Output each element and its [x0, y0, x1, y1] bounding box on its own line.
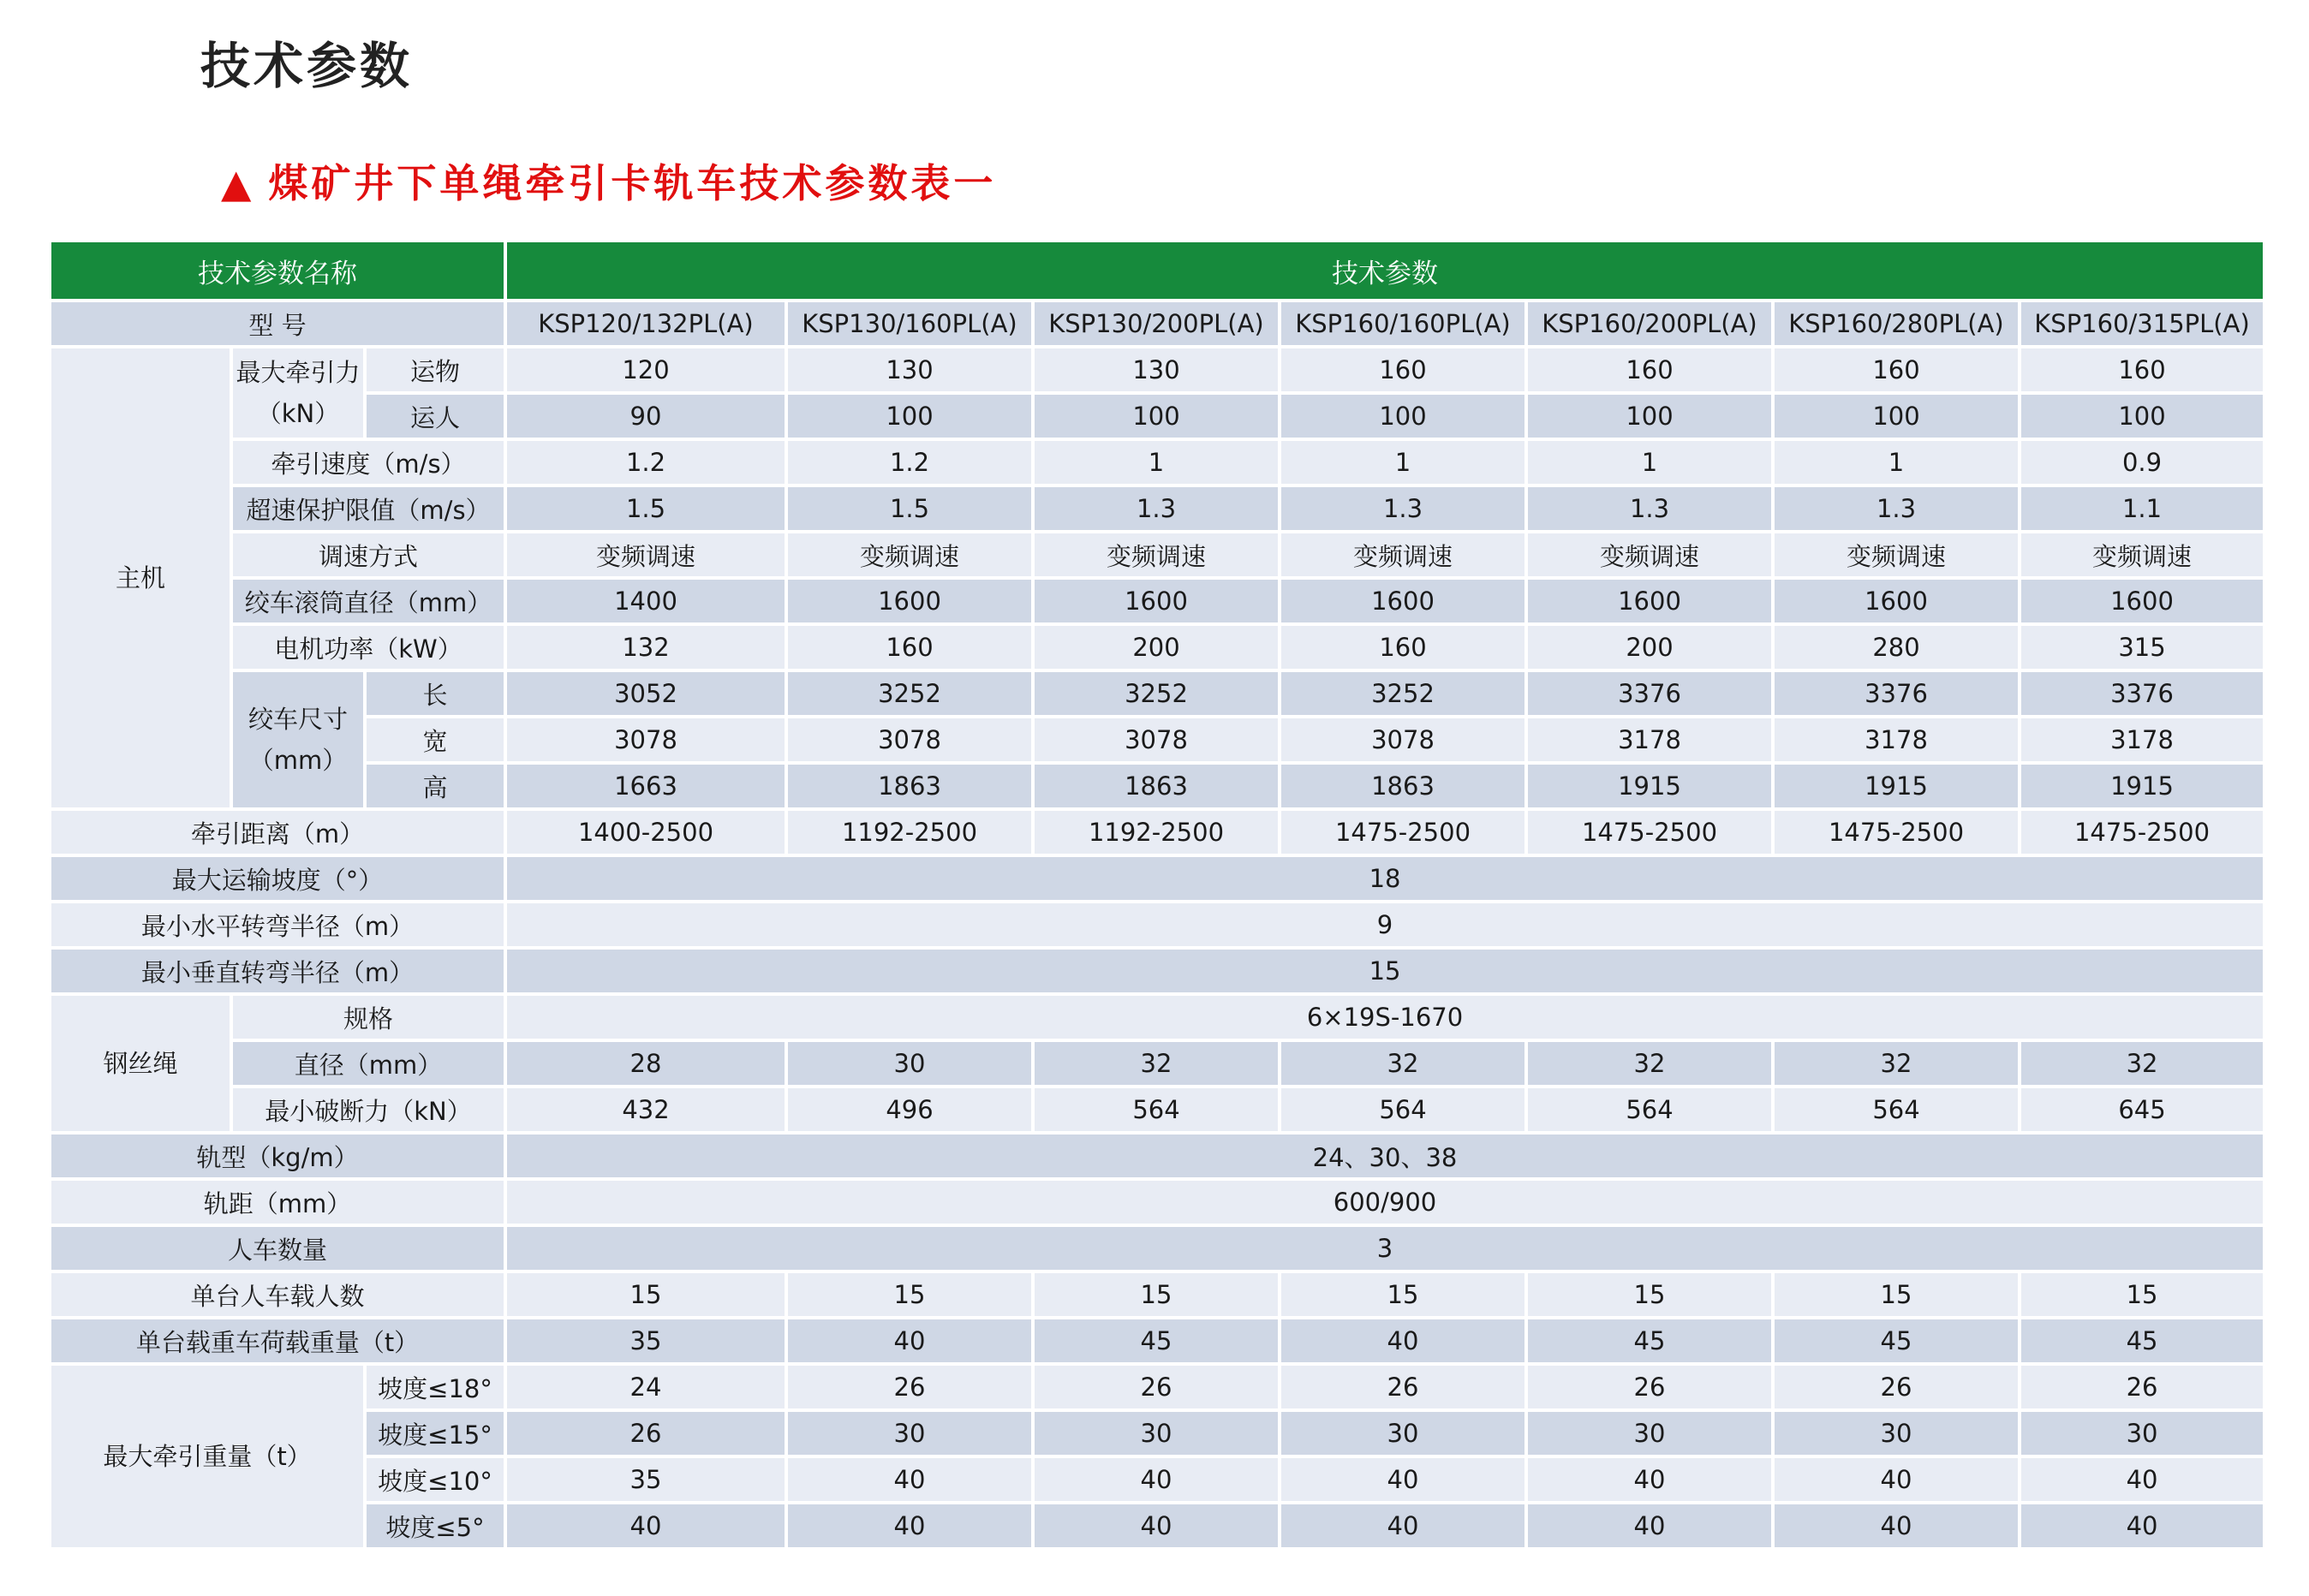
- slope5-value: 40: [1281, 1504, 1528, 1551]
- traction-speed-value: 1: [1281, 441, 1528, 487]
- drum-diameter-label: 绞车滚筒直径（mm）: [233, 580, 507, 626]
- spec-table: [51, 242, 2266, 1551]
- model-row: [51, 302, 2266, 348]
- length-value: 3252: [788, 672, 1035, 718]
- speed-mode-value: 变频调速: [507, 533, 788, 580]
- load-per-car-value: 40: [788, 1319, 1035, 1366]
- goods-value: 130: [788, 348, 1035, 395]
- drum-diameter-value: 1600: [1281, 580, 1528, 626]
- slope15-row: [51, 1412, 2266, 1458]
- motor-power-value: 160: [1281, 626, 1528, 672]
- traction-speed-value: 1: [1528, 441, 1775, 487]
- speed-mode-value: 变频调速: [1775, 533, 2021, 580]
- diameter-value: 32: [1528, 1042, 1775, 1088]
- persons-per-car-value: 15: [1528, 1273, 1775, 1319]
- model-label: 型 号: [51, 302, 507, 348]
- traction-speed-value: 0.9: [2021, 441, 2266, 487]
- drum-diameter-value: 1600: [1775, 580, 2021, 626]
- gauge-row: [51, 1181, 2266, 1227]
- people-value: 100: [788, 395, 1035, 441]
- width-value: 3078: [507, 718, 788, 765]
- goods-label: 运物: [367, 348, 507, 395]
- min-break-value: 564: [1528, 1088, 1775, 1134]
- table-header-row: [51, 242, 2266, 302]
- height-value: 1663: [507, 765, 788, 811]
- drum-diameter-row: [51, 580, 2266, 626]
- goods-value: 160: [1528, 348, 1775, 395]
- traction-distance-value: 1475-2500: [2021, 811, 2266, 857]
- load-per-car-value: 45: [2021, 1319, 2266, 1366]
- persons-per-car-value: 15: [1281, 1273, 1528, 1319]
- model-name: KSP160/200PL(A): [1528, 302, 1775, 348]
- motor-power-value: 132: [507, 626, 788, 672]
- speed-mode-value: 变频调速: [1281, 533, 1528, 580]
- traction-speed-value: 1: [1035, 441, 1281, 487]
- traction-distance-value: 1475-2500: [1528, 811, 1775, 857]
- load-per-car-value: 40: [1281, 1319, 1528, 1366]
- width-value: 3178: [1775, 718, 2021, 765]
- people-value: 100: [1035, 395, 1281, 441]
- overspeed-value: 1.3: [1035, 487, 1281, 533]
- diameter-value: 30: [788, 1042, 1035, 1088]
- traction-speed-label: 牵引速度（m/s）: [233, 441, 507, 487]
- slope18-label: 坡度≤18°: [367, 1366, 507, 1412]
- length-label: 长: [367, 672, 507, 718]
- width-value: 3178: [1528, 718, 1775, 765]
- traction-distance-value: 1475-2500: [1775, 811, 2021, 857]
- speed-mode-value: 变频调速: [788, 533, 1035, 580]
- min-h-radius-row: [51, 903, 2266, 950]
- slope15-value: 30: [1281, 1412, 1528, 1458]
- triangle-marker: ▲: [221, 160, 255, 206]
- min-break-value: 564: [1281, 1088, 1528, 1134]
- slope5-value: 40: [507, 1504, 788, 1551]
- header-param-name: 技术参数名称: [51, 242, 507, 302]
- slope18-value: 24: [507, 1366, 788, 1412]
- max-slope-value: 18: [507, 857, 2266, 903]
- traction-speed-value: 1.2: [788, 441, 1035, 487]
- motor-power-row: [51, 626, 2266, 672]
- min-break-value: 432: [507, 1088, 788, 1134]
- slope10-value: 40: [788, 1458, 1035, 1504]
- traction-speed-value: 1: [1775, 441, 2021, 487]
- gauge-value: 600/900: [507, 1181, 2266, 1227]
- people-label: 运人: [367, 395, 507, 441]
- slope15-value: 30: [788, 1412, 1035, 1458]
- overspeed-label: 超速保护限值（m/s）: [233, 487, 507, 533]
- persons-per-car-value: 15: [1775, 1273, 2021, 1319]
- header-params: 技术参数: [507, 242, 2266, 302]
- slope18-row: [51, 1366, 2266, 1412]
- load-per-car-row: [51, 1319, 2266, 1366]
- car-count-value: 3: [507, 1227, 2266, 1273]
- slope15-label: 坡度≤15°: [367, 1412, 507, 1458]
- goods-value: 160: [1281, 348, 1528, 395]
- slope10-value: 35: [507, 1458, 788, 1504]
- subtitle-text: 煤矿井下单绳牵引卡轨车技术参数表一: [268, 160, 997, 206]
- min-v-radius-row: [51, 950, 2266, 996]
- height-value: 1863: [1281, 765, 1528, 811]
- persons-per-car-value: 15: [507, 1273, 788, 1319]
- diameter-value: 32: [1035, 1042, 1281, 1088]
- motor-power-value: 200: [1035, 626, 1281, 672]
- max-slope-label: 最大运输坡度（°）: [51, 857, 507, 903]
- winch-length-row: [51, 672, 2266, 718]
- diameter-value: 28: [507, 1042, 788, 1088]
- slope15-value: 30: [1528, 1412, 1775, 1458]
- min-h-radius-label: 最小水平转弯半径（m）: [51, 903, 507, 950]
- wire-rope-label: 钢丝绳: [51, 996, 233, 1134]
- people-value: 90: [507, 395, 788, 441]
- rope-min-break-row: [51, 1088, 2266, 1134]
- diameter-value: 32: [2021, 1042, 2266, 1088]
- goods-value: 160: [2021, 348, 2266, 395]
- overspeed-row: [51, 487, 2266, 533]
- load-per-car-value: 45: [1528, 1319, 1775, 1366]
- traction-distance-value: 1400-2500: [507, 811, 788, 857]
- page-title: 技术参数: [200, 37, 414, 95]
- slope10-value: 40: [2021, 1458, 2266, 1504]
- min-v-radius-label: 最小垂直转弯半径（m）: [51, 950, 507, 996]
- width-label: 宽: [367, 718, 507, 765]
- speed-mode-value: 变频调速: [1035, 533, 1281, 580]
- diameter-label: 直径（mm）: [233, 1042, 507, 1088]
- length-value: 3252: [1035, 672, 1281, 718]
- goods-value: 120: [507, 348, 788, 395]
- traction-distance-value: 1475-2500: [1281, 811, 1528, 857]
- spec-value: 6×19S-1670: [507, 996, 2266, 1042]
- motor-power-value: 315: [2021, 626, 2266, 672]
- speed-mode-row: [51, 533, 2266, 580]
- max-traction-label: 最大牵引力（kN）: [233, 348, 367, 441]
- slope18-value: 26: [1528, 1366, 1775, 1412]
- slope15-value: 30: [1035, 1412, 1281, 1458]
- motor-power-label: 电机功率（kW）: [233, 626, 507, 672]
- overspeed-value: 1.3: [1281, 487, 1528, 533]
- min-break-value: 564: [1775, 1088, 2021, 1134]
- length-value: 3052: [507, 672, 788, 718]
- width-value: 3078: [1035, 718, 1281, 765]
- rail-type-label: 轨型（kg/m）: [51, 1134, 507, 1181]
- traction-distance-row: [51, 811, 2266, 857]
- people-value: 100: [1528, 395, 1775, 441]
- traction-distance-value: 1192-2500: [788, 811, 1035, 857]
- length-value: 3376: [1528, 672, 1775, 718]
- model-name: KSP130/200PL(A): [1035, 302, 1281, 348]
- goods-value: 160: [1775, 348, 2021, 395]
- traction-speed-row: [51, 441, 2266, 487]
- length-value: 3376: [1775, 672, 2021, 718]
- rail-type-value: 24、30、38: [507, 1134, 2266, 1181]
- slope15-value: 30: [2021, 1412, 2266, 1458]
- car-count-label: 人车数量: [51, 1227, 507, 1273]
- traction-distance-label: 牵引距离（m）: [51, 811, 507, 857]
- winch-height-row: [51, 765, 2266, 811]
- drum-diameter-value: 1600: [1528, 580, 1775, 626]
- slope10-row: [51, 1458, 2266, 1504]
- height-value: 1915: [1528, 765, 1775, 811]
- max-slope-row: [51, 857, 2266, 903]
- slope5-value: 40: [788, 1504, 1035, 1551]
- goods-value: 130: [1035, 348, 1281, 395]
- drum-diameter-value: 1600: [788, 580, 1035, 626]
- drum-diameter-value: 1600: [2021, 580, 2266, 626]
- min-break-value: 645: [2021, 1088, 2266, 1134]
- rope-diameter-row: [51, 1042, 2266, 1088]
- min-v-radius-value: 15: [507, 950, 2266, 996]
- height-value: 1863: [1035, 765, 1281, 811]
- model-name: KSP120/132PL(A): [507, 302, 788, 348]
- persons-per-car-value: 15: [1035, 1273, 1281, 1319]
- people-value: 100: [2021, 395, 2266, 441]
- speed-mode-value: 变频调速: [2021, 533, 2266, 580]
- main-unit-label: 主机: [51, 348, 233, 811]
- max-traction-weight-label: 最大牵引重量（t）: [51, 1366, 367, 1551]
- min-break-label: 最小破断力（kN）: [233, 1088, 507, 1134]
- model-name: KSP160/315PL(A): [2021, 302, 2266, 348]
- drum-diameter-value: 1600: [1035, 580, 1281, 626]
- slope5-value: 40: [1528, 1504, 1775, 1551]
- drum-diameter-value: 1400: [507, 580, 788, 626]
- people-value: 100: [1775, 395, 2021, 441]
- overspeed-value: 1.3: [1528, 487, 1775, 533]
- speed-mode-label: 调速方式: [233, 533, 507, 580]
- slope10-label: 坡度≤10°: [367, 1458, 507, 1504]
- slope5-value: 40: [1035, 1504, 1281, 1551]
- rail-type-row: [51, 1134, 2266, 1181]
- gauge-label: 轨距（mm）: [51, 1181, 507, 1227]
- overspeed-value: 1.5: [507, 487, 788, 533]
- width-value: 3078: [788, 718, 1035, 765]
- max-traction-people-row: [51, 395, 2266, 441]
- load-per-car-value: 45: [1035, 1319, 1281, 1366]
- slope10-value: 40: [1775, 1458, 2021, 1504]
- slope15-value: 26: [507, 1412, 788, 1458]
- table-subtitle: [221, 152, 996, 209]
- overspeed-value: 1.1: [2021, 487, 2266, 533]
- motor-power-value: 280: [1775, 626, 2021, 672]
- min-break-value: 496: [788, 1088, 1035, 1134]
- persons-per-car-label: 单台人车载人数: [51, 1273, 507, 1319]
- traction-distance-value: 1192-2500: [1035, 811, 1281, 857]
- length-value: 3252: [1281, 672, 1528, 718]
- model-name: KSP130/160PL(A): [788, 302, 1035, 348]
- slope5-label: 坡度≤5°: [367, 1504, 507, 1551]
- slope5-value: 40: [2021, 1504, 2266, 1551]
- model-name: KSP160/280PL(A): [1775, 302, 2021, 348]
- rope-spec-row: [51, 996, 2266, 1042]
- load-per-car-value: 35: [507, 1319, 788, 1366]
- height-value: 1915: [1775, 765, 2021, 811]
- min-break-value: 564: [1035, 1088, 1281, 1134]
- width-value: 3078: [1281, 718, 1528, 765]
- model-name: KSP160/160PL(A): [1281, 302, 1528, 348]
- slope15-value: 30: [1775, 1412, 2021, 1458]
- spec-label: 规格: [233, 996, 507, 1042]
- diameter-value: 32: [1775, 1042, 2021, 1088]
- max-traction-goods-row: [51, 348, 2266, 395]
- slope10-value: 40: [1281, 1458, 1528, 1504]
- slope18-value: 26: [1281, 1366, 1528, 1412]
- winch-size-label: 绞车尺寸（mm）: [233, 672, 367, 811]
- slope10-value: 40: [1528, 1458, 1775, 1504]
- overspeed-value: 1.3: [1775, 487, 2021, 533]
- min-h-radius-value: 9: [507, 903, 2266, 950]
- overspeed-value: 1.5: [788, 487, 1035, 533]
- slope18-value: 26: [1035, 1366, 1281, 1412]
- people-value: 100: [1281, 395, 1528, 441]
- slope5-row: [51, 1504, 2266, 1551]
- width-value: 3178: [2021, 718, 2266, 765]
- slope18-value: 26: [2021, 1366, 2266, 1412]
- length-value: 3376: [2021, 672, 2266, 718]
- slope18-value: 26: [1775, 1366, 2021, 1412]
- slope18-value: 26: [788, 1366, 1035, 1412]
- speed-mode-value: 变频调速: [1528, 533, 1775, 580]
- persons-per-car-value: 15: [788, 1273, 1035, 1319]
- traction-speed-value: 1.2: [507, 441, 788, 487]
- motor-power-value: 200: [1528, 626, 1775, 672]
- slope5-value: 40: [1775, 1504, 2021, 1551]
- persons-per-car-value: 15: [2021, 1273, 2266, 1319]
- car-count-row: [51, 1227, 2266, 1273]
- height-value: 1915: [2021, 765, 2266, 811]
- height-label: 高: [367, 765, 507, 811]
- slope10-value: 40: [1035, 1458, 1281, 1504]
- diameter-value: 32: [1281, 1042, 1528, 1088]
- load-per-car-value: 45: [1775, 1319, 2021, 1366]
- motor-power-value: 160: [788, 626, 1035, 672]
- load-per-car-label: 单台载重车荷载重量（t）: [51, 1319, 507, 1366]
- winch-width-row: [51, 718, 2266, 765]
- height-value: 1863: [788, 765, 1035, 811]
- persons-per-car-row: [51, 1273, 2266, 1319]
